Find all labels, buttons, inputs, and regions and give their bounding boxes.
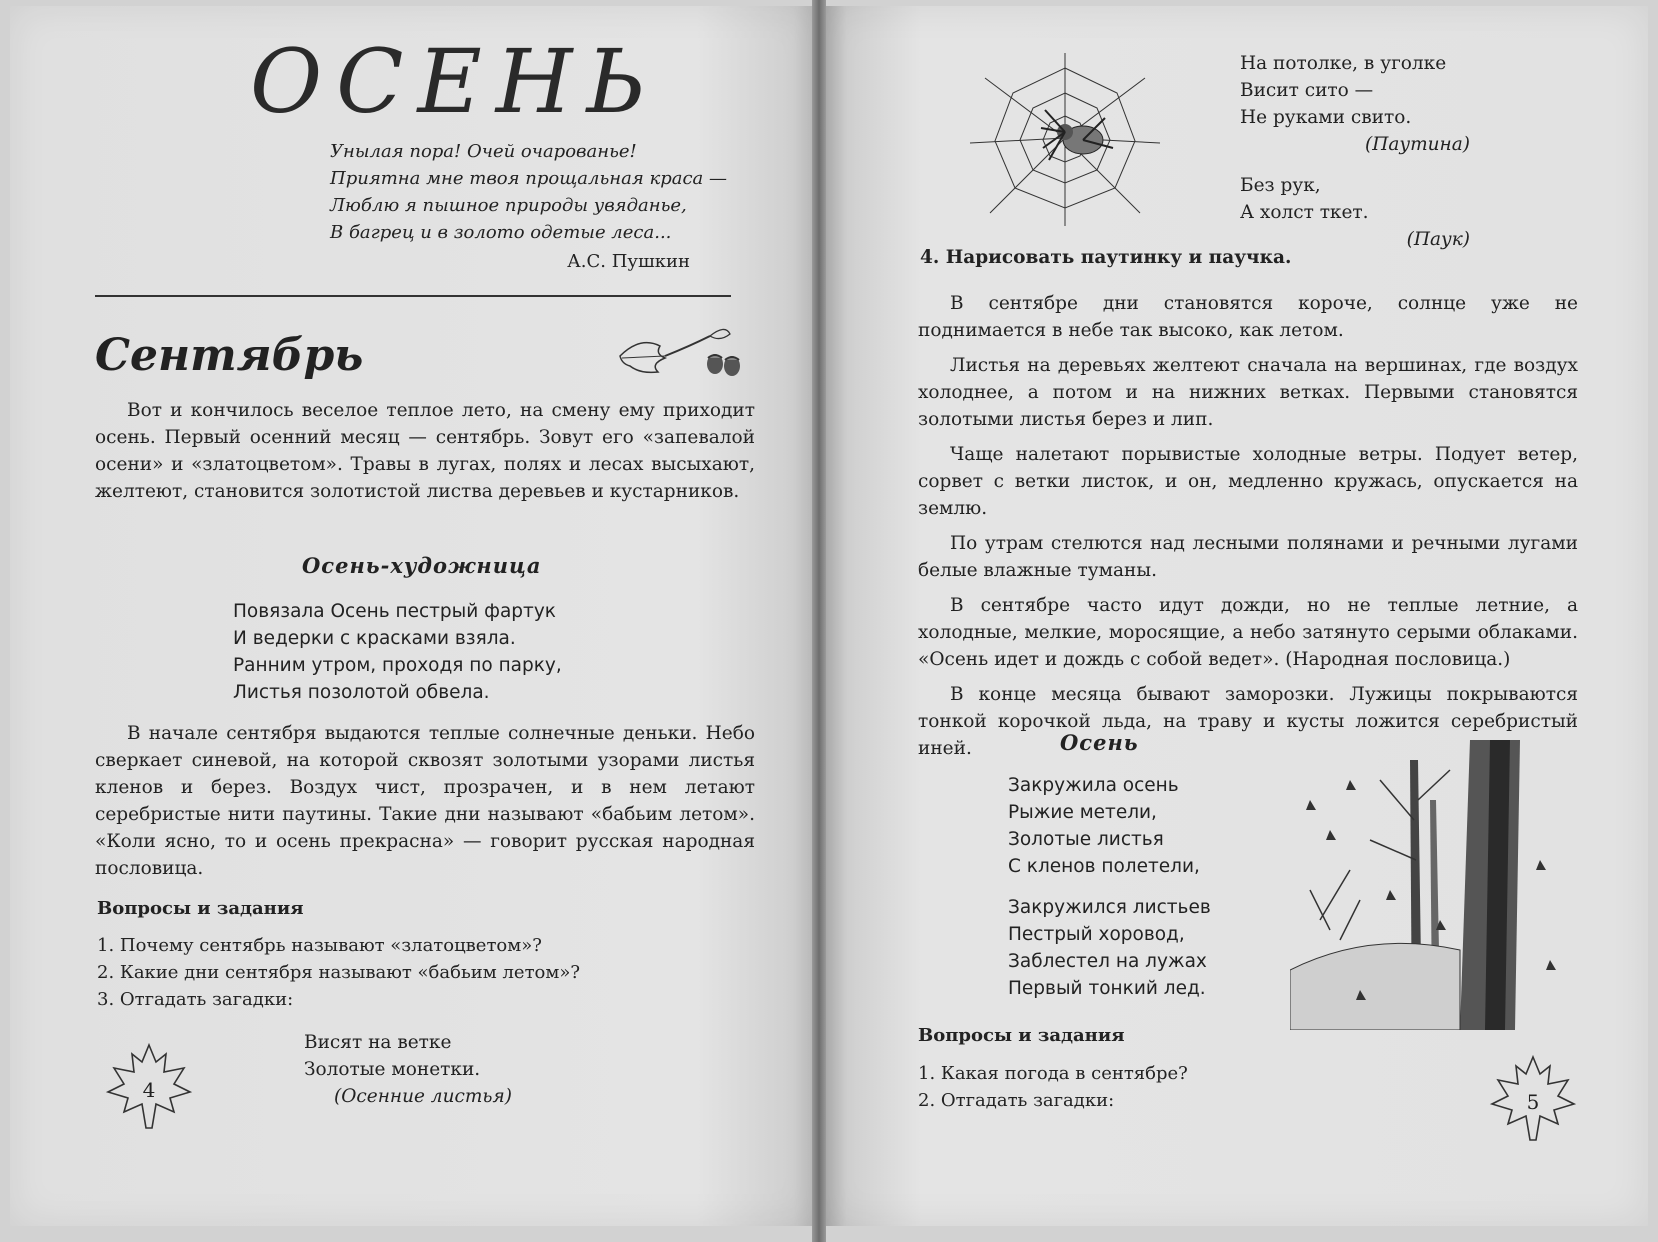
poem-line: Первый тонкий лед. (1008, 978, 1206, 999)
section-divider (95, 295, 731, 297)
paragraph: В конце месяца бывают заморозки. Лужицы покрываются тонкой корочкой льда, на траву и кусты ложится серебристый иней. (918, 684, 1578, 759)
page-number: 4 (142, 1078, 156, 1102)
intro-paragraph: Вот и кончилось веселое теплое лето, на смену ему приходит осень. Первый осенний месяц — сентябрь. Зовут его «запевалой осени» и «златоцветом». Травы в лугах, полях и лесах высыхают, желтеют, становится золотистой листва деревьев и кустарников. (95, 400, 755, 502)
riddle-line: На потолке, в уголке (1240, 53, 1447, 74)
autumn-forest-illustration (1290, 740, 1580, 1030)
paragraph: По утрам стелются над лесными полянами и речными лугами белые влажные туманы. (918, 533, 1578, 581)
epigraph-line: В багрец и в золото одетые леса... (330, 222, 672, 243)
poem (233, 598, 562, 706)
question-item: 3. Отгадать загадки: (97, 989, 294, 1010)
page-number-right (1488, 1052, 1578, 1147)
question-item: 2. Отгадать загадки: (918, 1090, 1115, 1111)
poem-line: С кленов полетели, (1008, 856, 1200, 877)
poem-line: И ведерки с красками взяла. (233, 628, 516, 649)
questions-heading: Вопросы и задания (918, 1025, 1125, 1046)
oak-branch-icon (610, 316, 750, 386)
paragraph: Листья на деревьях желтеют сначала на вершинах, где воздух холоднее, а потом и на нижних ветках. Первыми становятся золотыми листья берез и лип. (918, 355, 1578, 430)
epigraph-line: Люблю я пышное природы увяданье, (330, 195, 687, 216)
poem-title: Осень-художница (302, 553, 542, 578)
poem (1008, 772, 1211, 1002)
right-paragraphs (918, 290, 1578, 762)
riddle-line: Без рук, (1240, 175, 1321, 196)
chapter-title: ОСЕНЬ (250, 30, 660, 133)
paragraph: В сентябре часто идут дожди, но не теплые летние, а холодные, мелкие, моросящие, а небо затянуто серыми облаками. «Осень идет и дождь с собой ведет». (Народная пословица.) (918, 595, 1578, 670)
poem-line: Закружила осень (1008, 775, 1179, 796)
epigraph-author: А.С. Пушкин (567, 251, 690, 272)
second-paragraph: В начале сентября выдаются теплые солнечные деньки. Небо сверкает синевой, на которой сквозят золотыми узорами листья кленов и берез. Воздух чист, прозрачен, и в нем летают серебристые нити паутины. Такие дни называют «бабьим летом». «Коли ясно, то и осень прекрасна» — говорит русская народная пословица. (95, 723, 755, 879)
poem-line: Золотые листья (1008, 829, 1164, 850)
epigraph (330, 138, 730, 275)
epigraph-line: Приятна мне твоя прощальная краса — (330, 168, 728, 189)
riddle-leaves (304, 1029, 512, 1110)
epigraph-line: Унылая пора! Очей очарованье! (330, 141, 637, 162)
book-spine (812, 0, 826, 1242)
month-title: Сентябрь (95, 330, 364, 381)
riddle-line: Висит сито — (1240, 80, 1374, 101)
question-item: 1. Какая погода в сентябре? (918, 1063, 1188, 1084)
poem-line: Повязала Осень пестрый фартук (233, 601, 556, 622)
riddle-answer: (Паук) (1406, 229, 1470, 250)
riddle-line: А холст ткет. (1240, 202, 1369, 223)
question-item: 1. Почему сентябрь называют «златоцветом»? (97, 935, 542, 956)
spider-web-icon (965, 48, 1165, 228)
poem-line: Рыжие метели, (1008, 802, 1157, 823)
page-number: 5 (1526, 1090, 1540, 1114)
poem-line: Заблестел на лужах (1008, 951, 1207, 972)
poem-line: Закружился листьев (1008, 897, 1211, 918)
page-number-left (104, 1040, 194, 1135)
questions-list (918, 1060, 1188, 1114)
poem-title: Осень (1060, 730, 1139, 755)
riddle-answer: (Осенние листья) (334, 1086, 512, 1107)
paragraph: В сентябре дни становятся короче, солнце уже не поднимается в небе так высоко, как летом. (918, 293, 1578, 341)
riddle-line: Не руками свито. (1240, 107, 1412, 128)
riddle-line: Висят на ветке (304, 1032, 452, 1053)
riddle-line: Золотые монетки. (304, 1059, 481, 1080)
task-4: 4. Нарисовать паутинку и паучка. (920, 247, 1292, 268)
poem-line: Ранним утром, проходя по парку, (233, 655, 562, 676)
question-item: 2. Какие дни сентября называют «бабьим летом»? (97, 962, 581, 983)
poem-line: Листья позолотой обвела. (233, 682, 490, 703)
poem-line: Пестрый хоровод, (1008, 924, 1185, 945)
paragraph: Чаще налетают порывистые холодные ветры. Подует ветер, сорвет с ветки листок, и он, медленно кружась, опускается на землю. (918, 444, 1578, 519)
riddle-answer: (Паутина) (1364, 134, 1470, 155)
questions-heading: Вопросы и задания (97, 898, 304, 919)
riddle-web (1240, 50, 1470, 253)
questions-list (97, 932, 580, 1013)
